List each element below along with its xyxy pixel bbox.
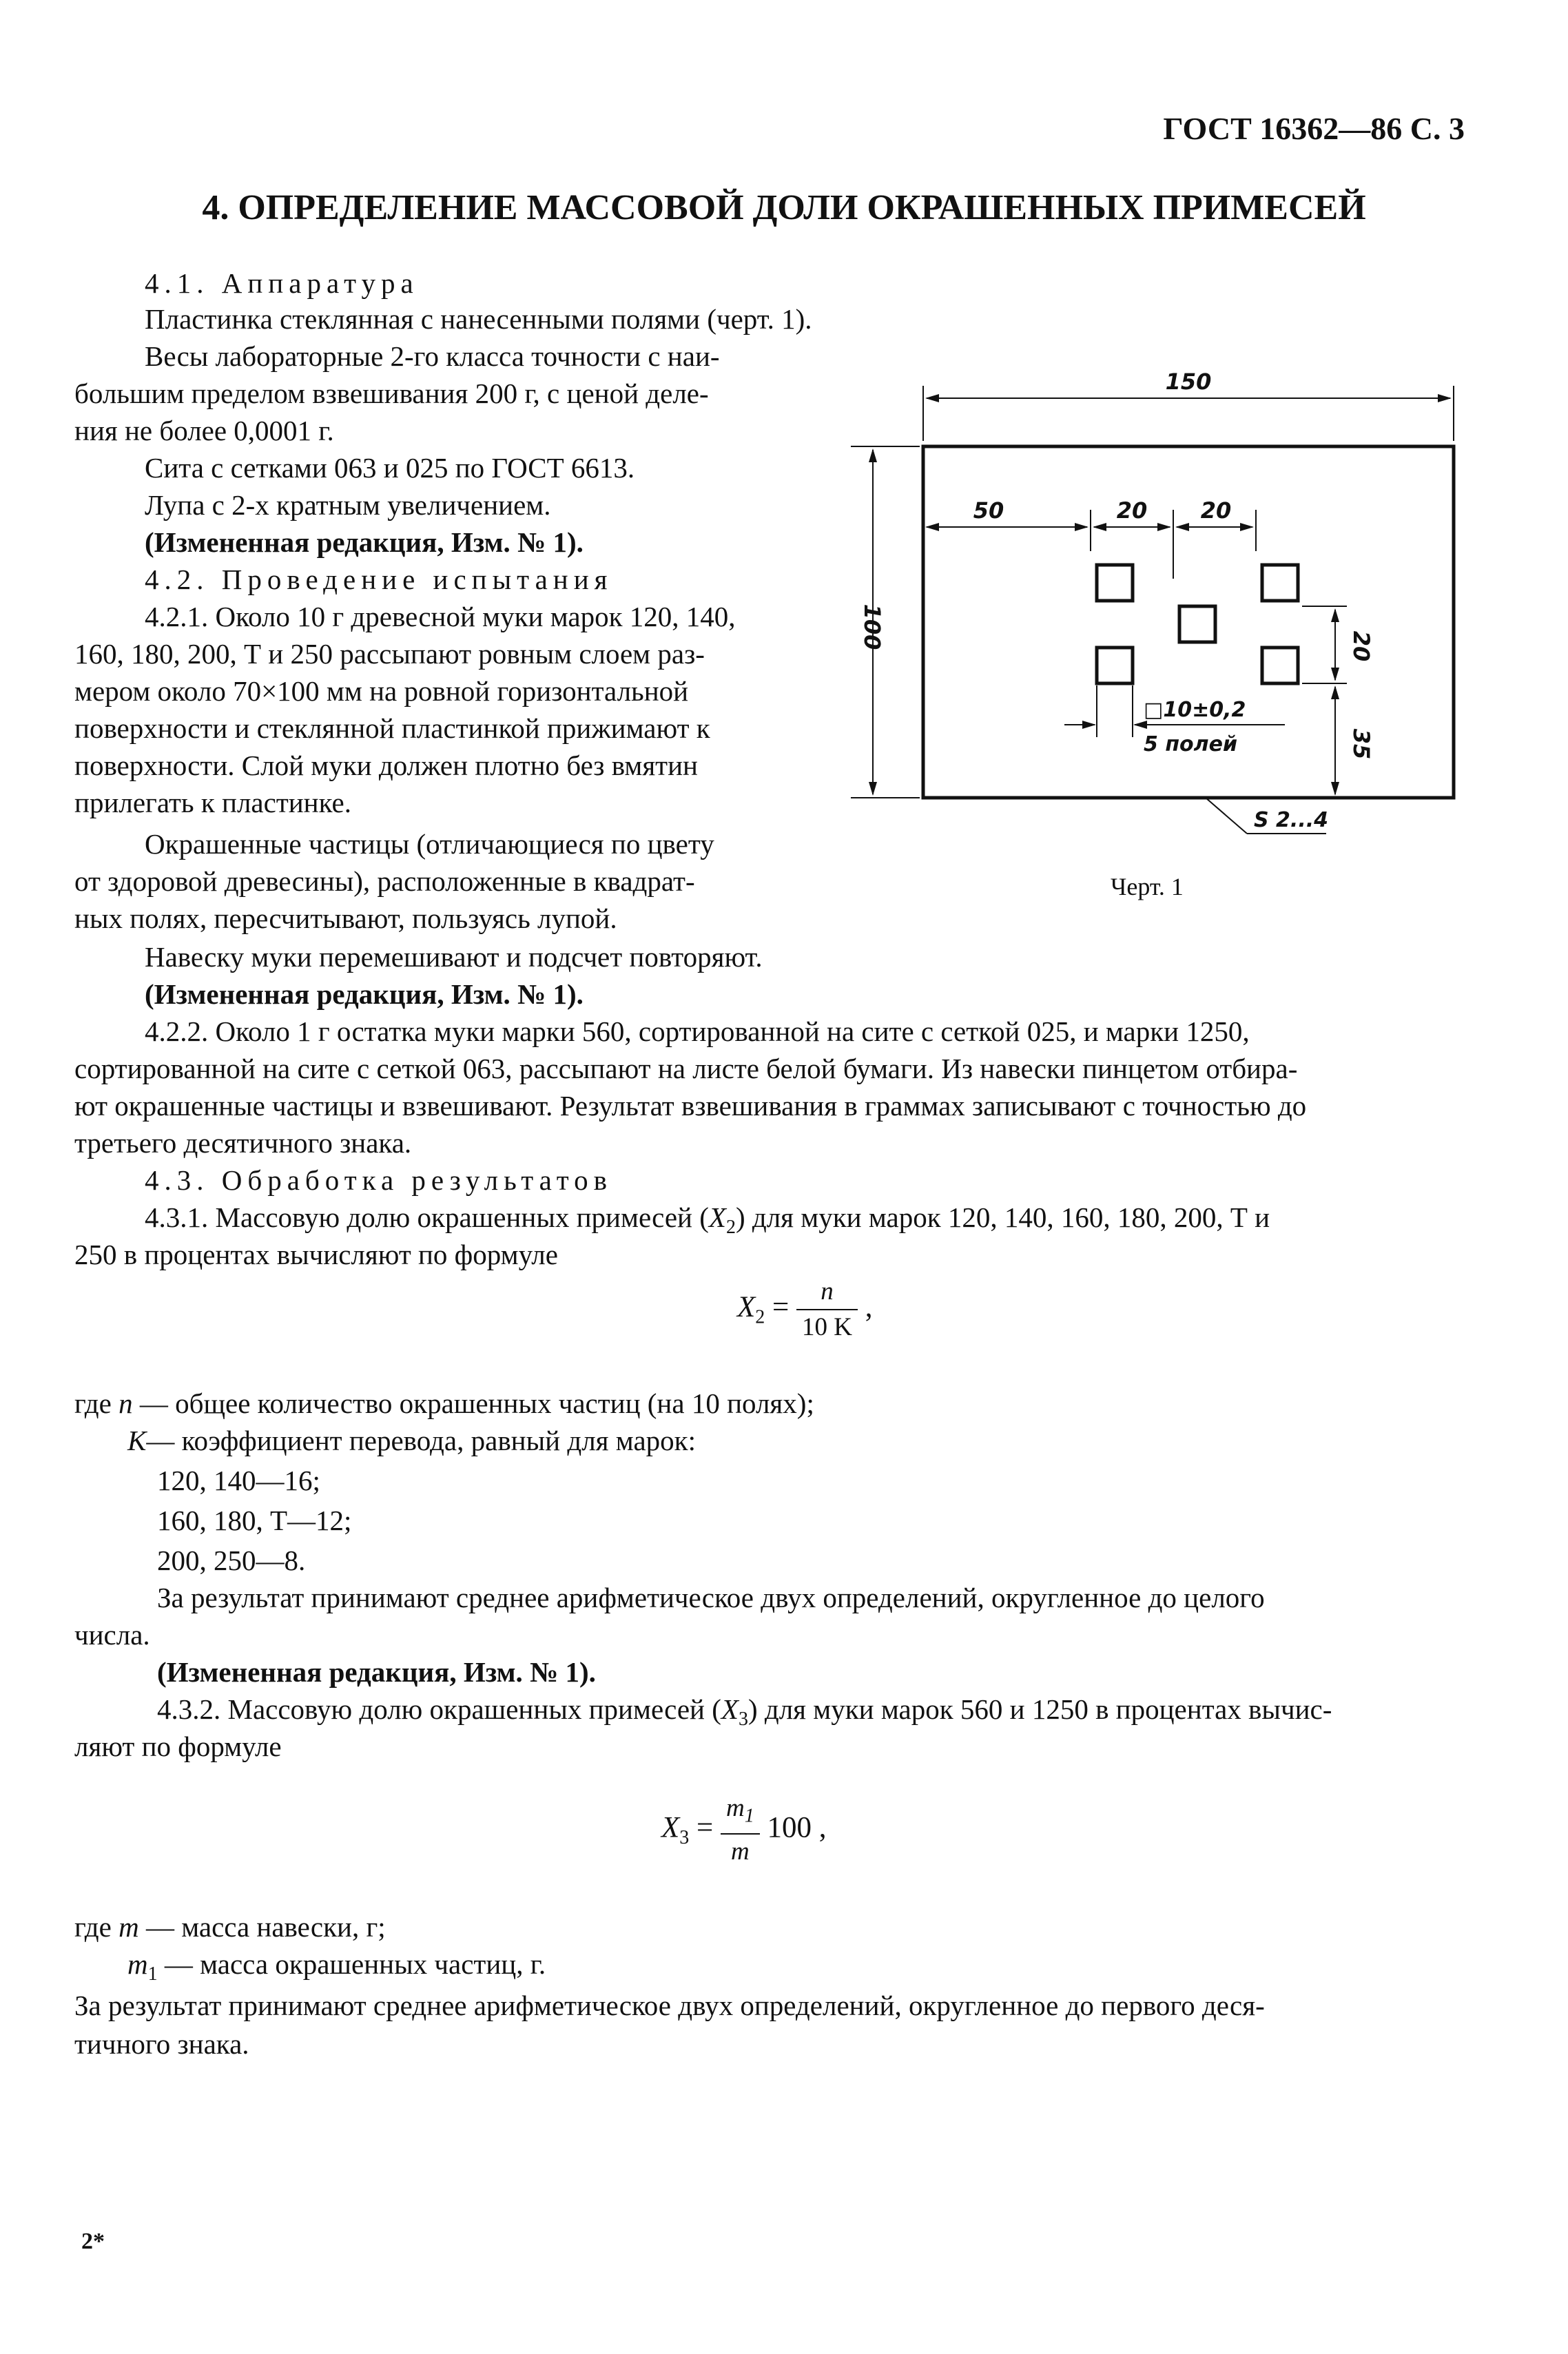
heading-4-3: 4.3. Обработка результатов bbox=[145, 1164, 613, 1196]
where-m1: $m_1$ — масса окрашенных частиц, г. bbox=[127, 1948, 546, 1985]
paragraph-4-2-2-line: ют окрашенные частицы и взвешивают. Результат взвешивания в граммах записывают с точностью до bbox=[74, 1090, 1307, 1122]
result-rule-1: За результат принимают среднее арифметическое двух определений, округленное до целого bbox=[157, 1582, 1265, 1613]
drawing-caption: Черт. 1 bbox=[1111, 873, 1184, 900]
fields-count-label: 5 полей bbox=[1144, 732, 1237, 756]
heading-4-1: 4.1. Аппаратура bbox=[145, 267, 419, 299]
paragraph-4-2-2-line: 4.2.2. Около 1 г остатка муки марки 560, сортированной на сите с сеткой 025, и марки 1250, bbox=[145, 1015, 1250, 1047]
paragraph-magnifier: Лупа с 2-х кратным увеличением. bbox=[145, 489, 551, 521]
paragraph-repeat: Навеску муки перемешивают и подсчет повторяют. bbox=[145, 941, 763, 973]
where-n: где n — общее количество окрашенных частиц (на 10 полях); bbox=[74, 1387, 814, 1419]
paragraph-4-2-1-line: 4.2.1. Около 10 г древесной муки марок 120, 140, bbox=[145, 601, 736, 632]
paragraph-4-2-1-line: прилегать к пластинке. bbox=[74, 787, 351, 818]
paragraph-sieves: Сита с сетками 063 и 025 по ГОСТ 6613. bbox=[145, 452, 635, 484]
test-field-square bbox=[1179, 606, 1215, 642]
formula-x3-fraction: $\frac{m_1}{m}$ bbox=[721, 1791, 760, 1869]
test-field-square bbox=[1097, 648, 1133, 683]
paragraph-particles-line: Окрашенные частицы (отличающиеся по цвету bbox=[145, 828, 714, 860]
paragraph-4-2-1-line: поверхности и стеклянной пластинкой прижимают к bbox=[74, 712, 710, 744]
dimension-left-label: 50 bbox=[973, 497, 1004, 524]
paragraph-scales-3: ния не более 0,0001 г. bbox=[74, 415, 334, 446]
paragraph-4-3-2-cont: ляют по формуле bbox=[74, 1731, 282, 1762]
test-field-square bbox=[1262, 648, 1298, 683]
section-title: 4. ОПРЕДЕЛЕНИЕ МАССОВОЙ ДОЛИ ОКРАШЕННЫХ ПРИМЕСЕЙ bbox=[202, 188, 1366, 227]
k-list-item: 120, 140—16; bbox=[157, 1465, 320, 1496]
paragraph-4-2-2-line: сортированной на сите с сеткой 063, рассыпают на листе белой бумаги. Из навески пинцетом отбира- bbox=[74, 1053, 1298, 1084]
paragraph-4-3-2: 4.3.2. Массовую долю окрашенных примесей $(X_3)$ для муки марок 560 и 1250 в процентах вычис- bbox=[157, 1693, 1332, 1731]
dimension-width-label: 150 bbox=[1165, 372, 1212, 395]
paragraph-scales-2: большим пределом взвешивания 200 г, с ценой деле- bbox=[74, 378, 709, 409]
revision-note: (Измененная редакция, Изм. № 1). bbox=[157, 1656, 596, 1688]
k-list-item: 160, 180, Т—12; bbox=[157, 1505, 352, 1536]
dimension-bottom-label: 35 bbox=[1348, 728, 1374, 760]
revision-note: (Измененная редакция, Изм. № 1). bbox=[145, 526, 584, 558]
document-header: ГОСТ 16362—86 С. 3 bbox=[1163, 111, 1465, 146]
where-k: K— коэффициент перевода, равный для марок: bbox=[127, 1425, 696, 1456]
result-rule-2-cont: тичного знака. bbox=[74, 2028, 249, 2060]
thickness-label: S 2...4 bbox=[1254, 808, 1328, 832]
where-m: где m — масса навески, г; bbox=[74, 1911, 386, 1943]
paragraph-scales-1: Весы лабораторные 2-го класса точности с наи- bbox=[145, 340, 720, 372]
paragraph-4-3-1: 4.3.1. Массовую долю окрашенных примесей $(X_2)$ для муки марок 120, 140, 160, 180, 200, Т и bbox=[145, 1201, 1270, 1239]
dimension-gap-2-label: 20 bbox=[1200, 497, 1232, 524]
result-rule-1-cont: числа. bbox=[74, 1619, 150, 1651]
field-size-label: □10±0,2 bbox=[1144, 698, 1246, 722]
technical-drawing bbox=[844, 372, 1464, 923]
paragraph-4-2-1-line: мером около 70×100 мм на ровной горизонтальной bbox=[74, 675, 689, 707]
formula-x2-fraction: $\frac{n}{10 K}$ bbox=[796, 1274, 858, 1345]
paragraph-plate: Пластинка стеклянная с нанесенными полями (черт. 1). bbox=[145, 303, 812, 335]
k-list-item: 200, 250—8. bbox=[157, 1545, 306, 1576]
test-field-square bbox=[1262, 565, 1298, 601]
dimension-gap-1-label: 20 bbox=[1116, 497, 1148, 524]
page-mark: 2* bbox=[81, 2229, 105, 2254]
dimension-field-spacing-label: 20 bbox=[1348, 630, 1374, 662]
result-rule-2: За результат принимают среднее арифметическое двух определений, округленное до первого деся- bbox=[74, 1990, 1265, 2021]
formula-x2: $X_2$ = $\frac{n}{10 K}$ , bbox=[737, 1274, 873, 1345]
test-field-square bbox=[1097, 565, 1133, 601]
paragraph-particles-line: ных полях, пересчитывают, пользуясь лупой. bbox=[74, 902, 617, 934]
formula-x3: $X_3$ = $\frac{m_1}{m}$ 100 , bbox=[661, 1791, 827, 1869]
revision-note: (Измененная редакция, Изм. № 1). bbox=[145, 978, 584, 1010]
dimension-height-label: 100 bbox=[859, 603, 885, 650]
heading-4-2: 4.2. Проведение испытания bbox=[145, 564, 613, 595]
paragraph-4-2-2-line: третьего десятичного знака. bbox=[74, 1127, 412, 1159]
paragraph-particles-line: от здоровой древесины), расположенные в квадрат- bbox=[74, 865, 695, 897]
paragraph-4-2-1-line: 160, 180, 200, Т и 250 рассыпают ровным слоем раз- bbox=[74, 638, 705, 670]
paragraph-4-2-1-line: поверхности. Слой муки должен плотно без вмятин bbox=[74, 750, 698, 781]
paragraph-4-3-1-cont: 250 в процентах вычисляют по формуле bbox=[74, 1239, 558, 1270]
